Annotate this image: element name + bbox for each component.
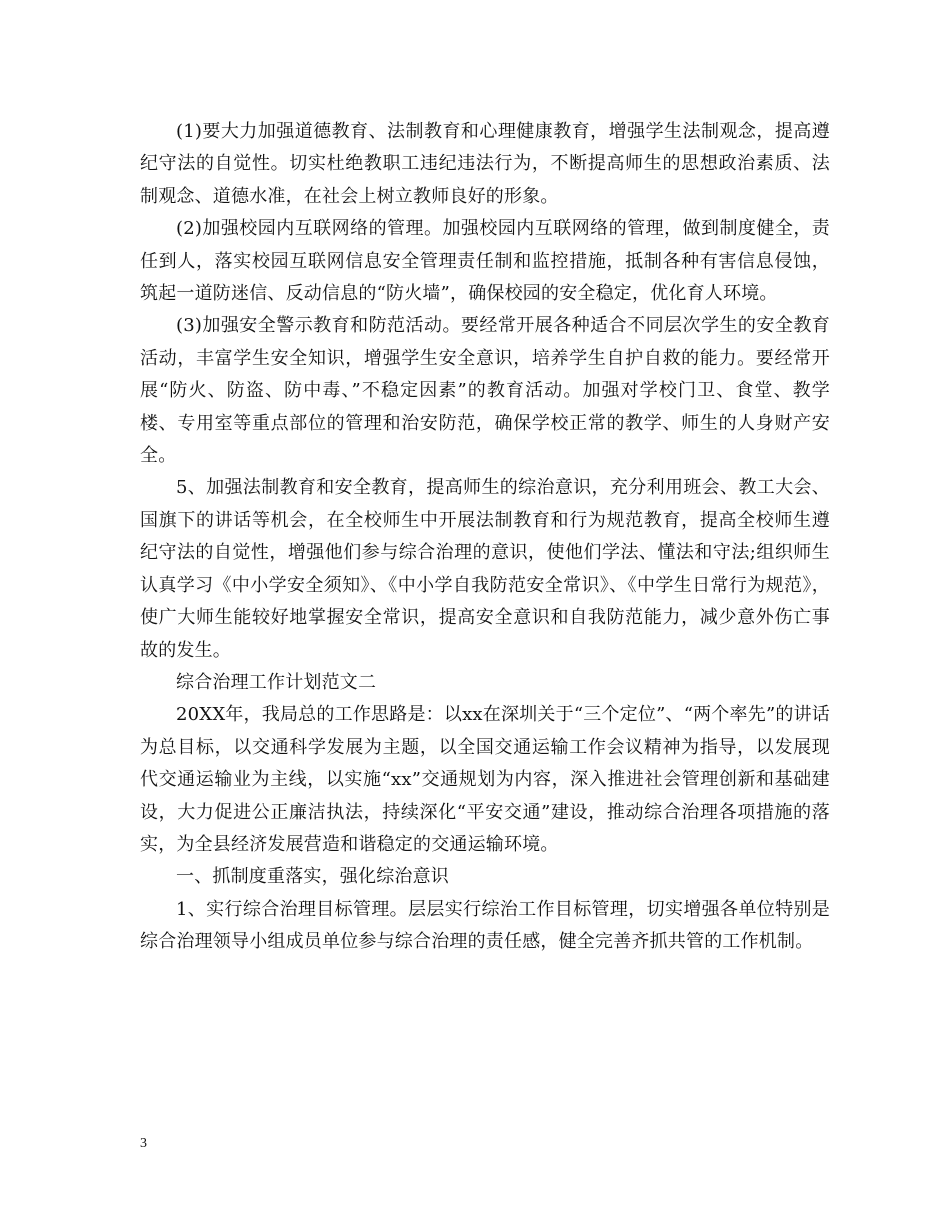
paragraph-6: 1、实行综合治理目标管理。层层实行综治工作目标管理，切实增强各单位特别是综合治理领导小组成员单位参与综合治理的责任感，健全完善齐抓共管的工作机制。 bbox=[140, 898, 830, 953]
section-heading-plan-two: 综合治理工作计划范文二 bbox=[176, 671, 377, 693]
document-body bbox=[140, 116, 830, 959]
paragraph-1: (1)要大力加强道德教育、法制教育和心理健康教育，增强学生法制观念，提高遵纪守法的自觉性。切实杜绝教职工违纪违法行为，不断提高师生的思想政治素质、法制观念、道德水准，在社会上树立教师良好的形象。 bbox=[140, 121, 830, 207]
section-heading-one: 一、抓制度重落实，强化综治意识 bbox=[176, 866, 449, 888]
page-number: 3 bbox=[140, 1136, 147, 1151]
paragraph-3: (3)加强安全警示教育和防范活动。要经常开展各种适合不同层次学生的安全教育活动，丰富学生安全知识，增强学生安全意识，培养学生自护自救的能力。要经常开展“防火、防盗、防中毒、”不稳定因素”的教育活动。加强对学校门卫、食堂、教学楼、专用室等重点部位的管理和治安防范，确保学校正常的教学、师生的人身财产安全。 bbox=[140, 315, 830, 467]
paragraph-5: 20XX年，我局总的工作思路是：以xx在深圳关于“三个定位”、“两个率先”的讲话为总目标，以交通科学发展为主题，以全国交通运输工作会议精神为指导，以发展现代交通运输业为主线，以实施“xx”交通规划为内容，深入推进社会管理创新和基础建设，大力促进公正廉洁执法，持续深化“平安交通”建设，推动综合治理各项措施的落实，为全县经济发展营造和谐稳定的交通运输环境。 bbox=[140, 704, 830, 855]
paragraph-4: 5、加强法制教育和安全教育，提高师生的综治意识，充分利用班会、教工大会、国旗下的讲话等机会，在全校师生中开展法制教育和行为规范教育，提高全校师生遵纪守法的自觉性，增强他们参与综合治理的意识，使他们学法、懂法和守法;组织师生认真学习《中小学安全须知》、《中小学自我防范安全常识》、《中学生日常行为规范》，使广大师生能较好地掌握安全常识，提高安全意识和自我防范能力，减少意外伤亡事故的发生。 bbox=[140, 477, 830, 661]
paragraph-2: (2)加强校园内互联网络的管理。加强校园内互联网络的管理，做到制度健全，责任到人，落实校园互联网信息安全管理责任制和监控措施，抵制各种有害信息侵蚀，筑起一道防迷信、反动信息的“防火墙”，确保校园的安全稳定，优化育人环境。 bbox=[140, 218, 830, 305]
